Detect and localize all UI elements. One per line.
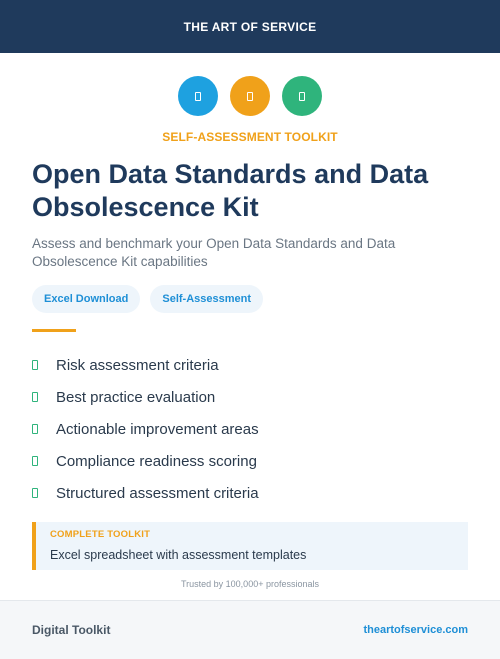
- list-item: [32, 413, 500, 445]
- feature-label: Risk assessment criteria: [56, 356, 219, 374]
- header-bar: [0, 0, 500, 53]
- list-item: [32, 477, 500, 509]
- list-item: [32, 381, 500, 413]
- page-subtitle: Assess and benchmark your Open Data Standards and Data Obsolescence Kit capabilities: [32, 236, 396, 269]
- feature-label: Compliance readiness scoring: [56, 452, 257, 470]
- list-item: [32, 349, 500, 381]
- feature-label: Best practice evaluation: [56, 388, 216, 406]
- check-icon: [32, 488, 38, 498]
- toolkit-callout: [32, 522, 468, 570]
- tag-self-assessment: Self-Assessment: [150, 285, 263, 313]
- check-icon: [32, 392, 38, 402]
- document-icon: [178, 76, 218, 116]
- check-icon: [32, 424, 38, 434]
- footer-bar: [0, 600, 500, 659]
- feature-label: Structured assessment criteria: [56, 484, 259, 502]
- callout-label: COMPLETE TOOLKIT: [50, 529, 151, 540]
- brand-title: THE ART OF SERVICE: [183, 19, 317, 34]
- list-item: [32, 445, 500, 477]
- website-link[interactable]: theartofservice.com: [363, 624, 468, 636]
- footer-label: Digital Toolkit: [32, 623, 111, 637]
- checklist-icon: [282, 76, 322, 116]
- icon-row: [0, 76, 500, 116]
- callout-text: Excel spreadsheet with assessment templates: [50, 548, 307, 562]
- eyebrow-label: SELF-ASSESSMENT TOOLKIT: [162, 130, 338, 144]
- check-icon: [32, 456, 38, 466]
- page-title: Open Data Standards and Data Obsolescence Kit: [32, 159, 429, 222]
- feature-list: [32, 349, 500, 509]
- check-icon: [32, 360, 38, 370]
- tag-row: [32, 285, 500, 313]
- accent-divider: [32, 329, 76, 332]
- tag-excel-download: Excel Download: [32, 285, 140, 313]
- feature-label: Actionable improvement areas: [56, 420, 259, 438]
- trust-note: Trusted by 100,000+ professionals: [180, 579, 319, 589]
- clipboard-icon: [230, 76, 270, 116]
